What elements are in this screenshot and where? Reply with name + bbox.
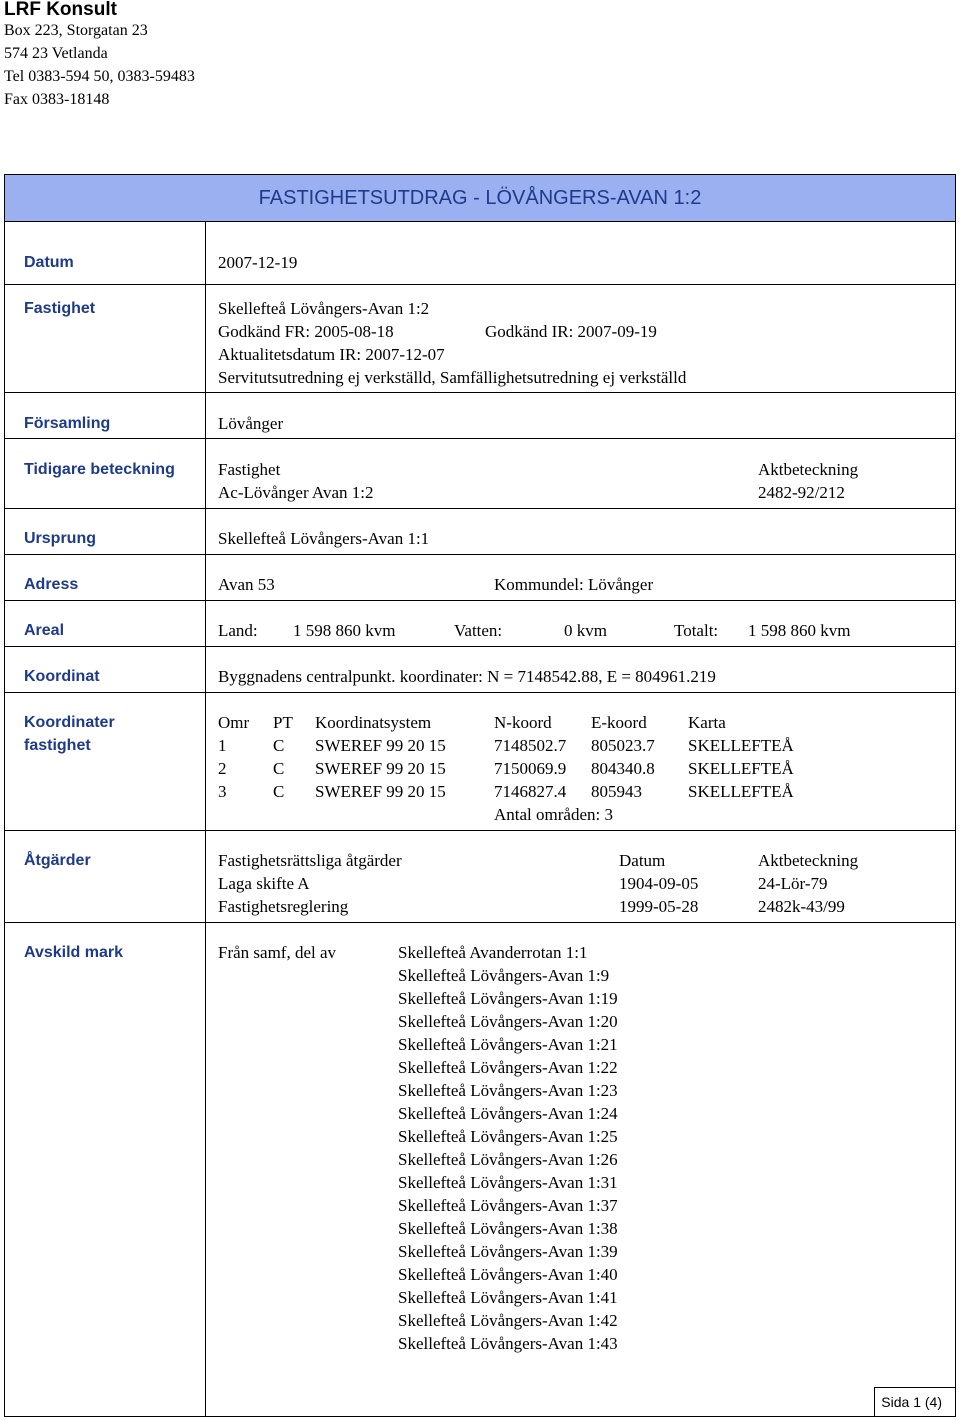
ursprung-value: Skellefteå Lövångers-Avan 1:1 (218, 529, 430, 548)
page-indicator-box (874, 1387, 956, 1417)
coord-header-n: N-koord (494, 713, 552, 732)
coord-header-karta: Karta (688, 713, 726, 732)
coord-row-n: 7146827.4 (494, 782, 567, 801)
coord-row-system: SWEREF 99 20 15 (315, 782, 446, 801)
coord-row-omr: 1 (218, 736, 227, 755)
areal-land-value: 1 598 860 kvm (293, 621, 396, 640)
coord-header-omr: Omr (218, 713, 250, 732)
atgarder-row-datum: 1999-05-28 (619, 897, 699, 916)
coord-row-omr: 3 (218, 782, 227, 801)
coord-row-system: SWEREF 99 20 15 (315, 736, 446, 755)
atgarder-header-type: Fastighetsrättsliga åtgärder (218, 851, 402, 870)
datum-value: 2007-12-19 (218, 253, 298, 272)
section-divider (4, 600, 956, 601)
section-divider (4, 284, 956, 285)
avskild-item: Skellefteå Lövångers-Avan 1:24 (398, 1104, 618, 1123)
company-fax: Fax 0383-18148 (4, 91, 110, 108)
coord-row-karta: SKELLEFTEÅ (688, 736, 794, 755)
coord-header-pt: PT (273, 713, 293, 732)
avskild-item: Skellefteå Lövångers-Avan 1:9 (398, 966, 610, 985)
avskild-item: Skellefteå Lövångers-Avan 1:22 (398, 1058, 618, 1077)
atgarder-row-akt: 2482k-43/99 (758, 897, 845, 916)
atgarder-row-datum: 1904-09-05 (619, 874, 699, 893)
avskild-item: Skellefteå Lövångers-Avan 1:40 (398, 1265, 618, 1284)
koordinater-label: Koordinater (24, 714, 115, 731)
atgarder-row-type: Fastighetsreglering (218, 897, 349, 916)
fastighet-name: Skellefteå Lövångers-Avan 1:2 (218, 299, 430, 318)
coord-row-e: 805943 (591, 782, 642, 801)
avskild-item: Skellefteå Lövångers-Avan 1:31 (398, 1173, 618, 1192)
section-divider (4, 508, 956, 509)
datum-label: Datum (24, 254, 74, 271)
adress-value: Avan 53 (218, 575, 275, 594)
fastighet-godkand-ir: Godkänd IR: 2007-09-19 (485, 322, 657, 341)
koordinat-value: Byggnadens centralpunkt. koordinater: N = 7148542.88, E = 804961.219 (218, 667, 716, 686)
coord-header-system: Koordinatsystem (315, 713, 432, 732)
coord-row-e: 805023.7 (591, 736, 655, 755)
column-divider (205, 222, 206, 1417)
avskild-item: Skellefteå Lövångers-Avan 1:20 (398, 1012, 618, 1031)
coord-row-n: 7148502.7 (494, 736, 567, 755)
avskild-item: Skellefteå Lövångers-Avan 1:21 (398, 1035, 618, 1054)
coord-header-e: E-koord (591, 713, 647, 732)
koordinat-label: Koordinat (24, 668, 100, 685)
atgarder-header-datum: Datum (619, 851, 666, 870)
forsamling-value: Lövånger (218, 414, 284, 433)
fastighet-godkand-fr: Godkänd FR: 2005-08-18 (218, 322, 394, 341)
atgarder-row-type: Laga skifte A (218, 874, 310, 893)
section-divider (4, 646, 956, 647)
tidigare-col2-value: 2482-92/212 (758, 483, 845, 502)
adress-label: Adress (24, 576, 79, 593)
avskild-label: Avskild mark (24, 944, 124, 961)
avskild-item: Skellefteå Lövångers-Avan 1:43 (398, 1334, 618, 1353)
adress-kommundel: Kommundel: Lövånger (494, 575, 654, 594)
atgarder-row-akt: 24-Lör-79 (758, 874, 828, 893)
coord-row-n: 7150069.9 (494, 759, 567, 778)
title-bar (4, 174, 956, 222)
company-address-line: 574 23 Vetlanda (4, 45, 108, 62)
tidigare-label: Tidigare beteckning (24, 461, 175, 478)
coord-row-pt: C (273, 759, 285, 778)
coord-row-pt: C (273, 782, 285, 801)
coord-row-karta: SKELLEFTEÅ (688, 782, 794, 801)
avskild-item: Skellefteå Lövångers-Avan 1:38 (398, 1219, 618, 1238)
company-address-line: Box 223, Storgatan 23 (4, 22, 148, 39)
ursprung-label: Ursprung (24, 530, 96, 547)
areal-totalt-label: Totalt: (674, 621, 719, 640)
avskild-prefix: Från samf, del av (218, 943, 337, 962)
areal-totalt-value: 1 598 860 kvm (748, 621, 851, 640)
page-indicator: Sida 1 (4) (881, 1394, 942, 1410)
koordinater-label-fastighet: fastighet (24, 737, 91, 754)
avskild-item: Skellefteå Lövångers-Avan 1:41 (398, 1288, 618, 1307)
section-divider (4, 438, 956, 439)
avskild-item: Skellefteå Lövångers-Avan 1:42 (398, 1311, 618, 1330)
section-divider (4, 922, 956, 923)
avskild-item: Skellefteå Lövångers-Avan 1:23 (398, 1081, 618, 1100)
document-title: FASTIGHETSUTDRAG - LÖVÅNGERS-AVAN 1:2 (258, 187, 702, 209)
section-divider (4, 554, 956, 555)
section-divider (4, 830, 956, 831)
coord-antal: Antal områden: 3 (494, 805, 613, 824)
fastighet-aktualitet: Aktualitetsdatum IR: 2007-12-07 (218, 345, 445, 364)
avskild-item: Skellefteå Lövångers-Avan 1:37 (398, 1196, 618, 1215)
avskild-list (398, 941, 618, 1355)
coord-row-system: SWEREF 99 20 15 (315, 759, 446, 778)
avskild-item: Skellefteå Lövångers-Avan 1:25 (398, 1127, 618, 1146)
coord-row-karta: SKELLEFTEÅ (688, 759, 794, 778)
avskild-item: Skellefteå Lövångers-Avan 1:19 (398, 989, 618, 1008)
avskild-item: Skellefteå Lövångers-Avan 1:26 (398, 1150, 618, 1169)
areal-vatten-label: Vatten: (454, 621, 503, 640)
tidigare-col1-value: Ac-Lövånger Avan 1:2 (218, 483, 374, 502)
fastighet-servitut: Servitutsutredning ej verkställd, Samfällighetsutredning ej verkställd (218, 368, 687, 387)
section-divider (4, 692, 956, 693)
forsamling-label: Församling (24, 415, 111, 432)
areal-vatten-value: 0 kvm (564, 621, 607, 640)
coord-row-e: 804340.8 (591, 759, 655, 778)
areal-land-label: Land: (218, 621, 258, 640)
company-phone: Tel 0383-594 50, 0383-59483 (4, 68, 195, 85)
tidigare-col2-header: Aktbeteckning (758, 460, 859, 479)
coord-row-pt: C (273, 736, 285, 755)
avskild-item: Skellefteå Avanderrotan 1:1 (398, 943, 588, 962)
tidigare-col1-header: Fastighet (218, 460, 281, 479)
section-divider (4, 392, 956, 393)
coord-row-omr: 2 (218, 759, 227, 778)
atgarder-label: Åtgärder (24, 852, 91, 869)
atgarder-header-akt: Aktbeteckning (758, 851, 859, 870)
company-header (4, 0, 195, 111)
avskild-item: Skellefteå Lövångers-Avan 1:39 (398, 1242, 618, 1261)
fastighet-label: Fastighet (24, 300, 96, 317)
company-name: LRF Konsult (4, 0, 117, 20)
areal-label: Areal (24, 622, 65, 639)
